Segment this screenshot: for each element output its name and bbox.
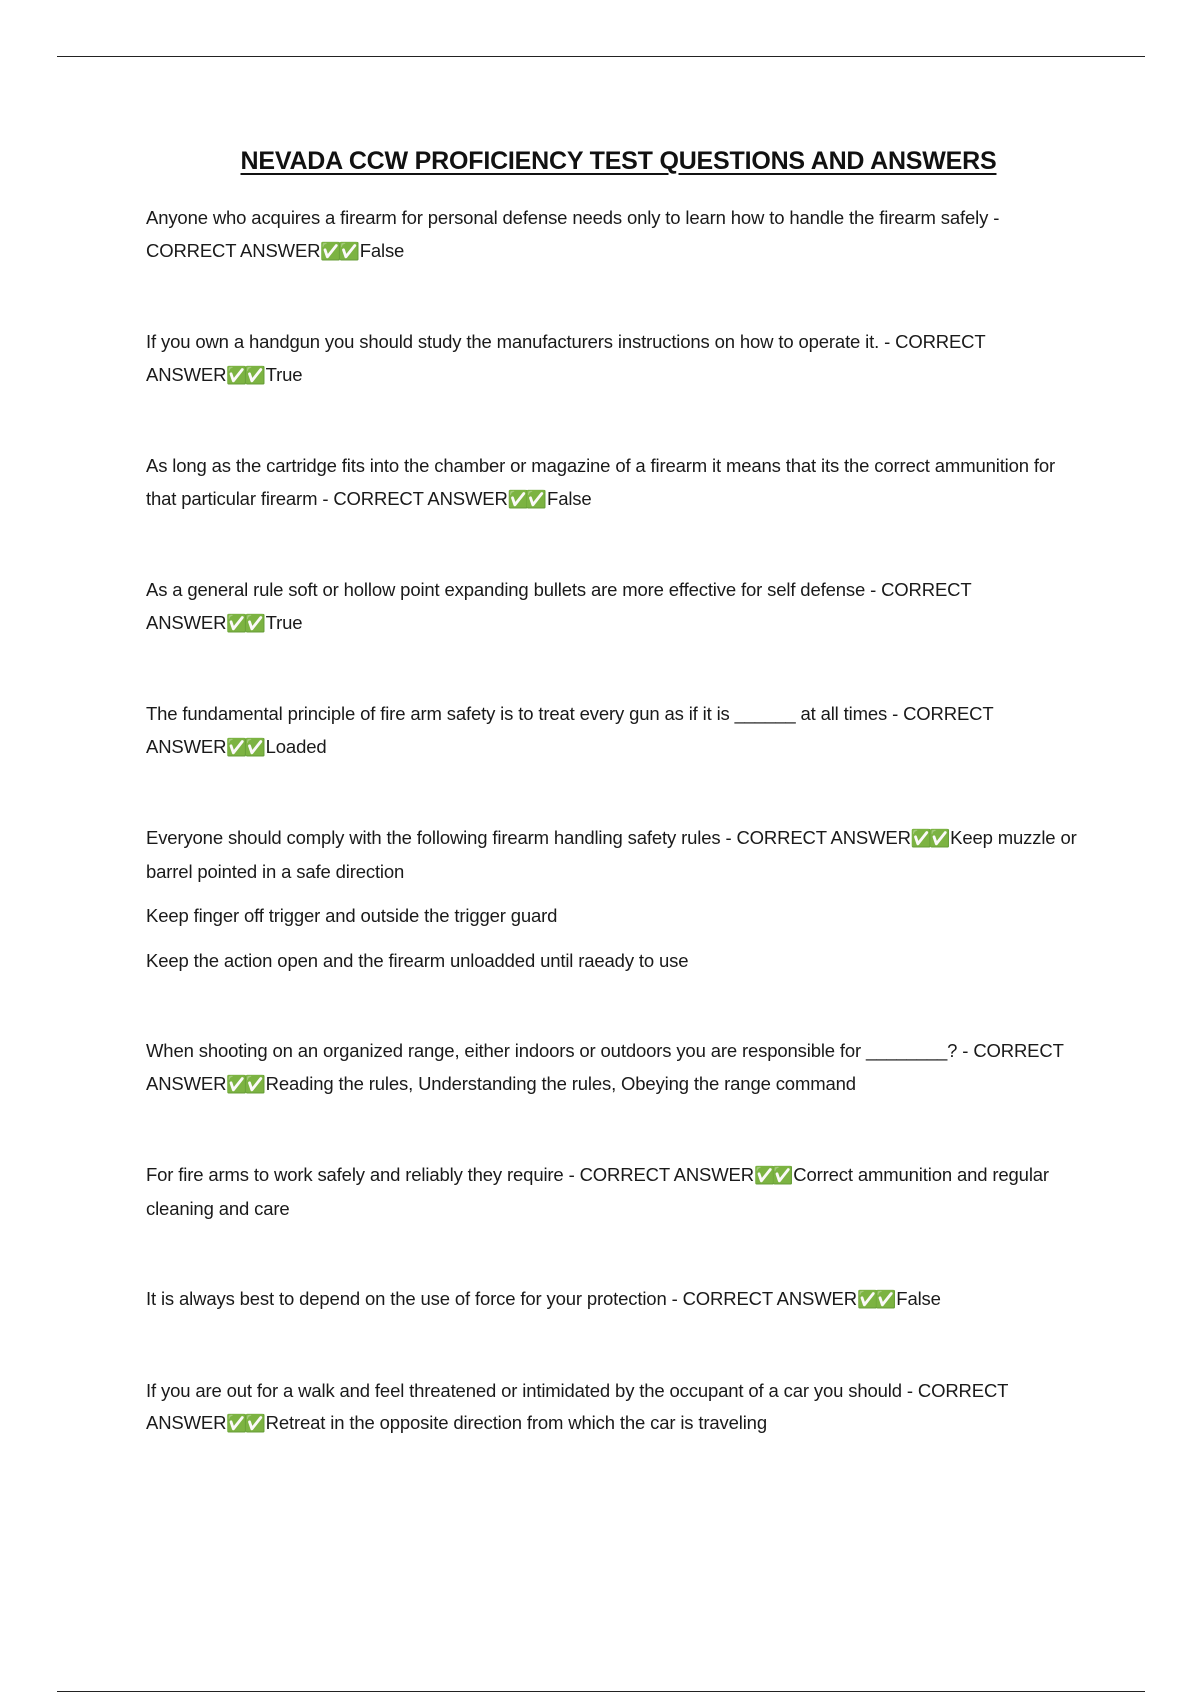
question-text: As a general rule soft or hollow point expanding bullets are more effective for self defense bbox=[146, 579, 866, 600]
bottom-rule bbox=[57, 1691, 1145, 1692]
answer-marker: CORRECT ANSWER bbox=[146, 331, 986, 385]
qa-item: If you own a handgun you should study the manufacturers instructions on how to operate it. - CORRECT ANSWER✅✅ True bbox=[146, 331, 986, 385]
qa-item: If you are out for a walk and feel threatened or intimidated by the occupant of a car you should - CORRECT ANSWER✅✅ Retreat in the opposite direction from which the car is traveling bbox=[146, 1379, 1008, 1433]
question-text: It is always best to depend on the use of force for your protection bbox=[146, 1288, 667, 1309]
answer-marker: CORRECT ANSWER bbox=[146, 579, 972, 633]
double-check-icon: ✅✅ bbox=[507, 489, 545, 509]
question-text: If you own a handgun you should study the manufacturers instructions on how to operate it. bbox=[146, 331, 880, 352]
qa-item: When shooting on an organized range, either indoors or outdoors you are responsible for ________? - CORRECT ANSWER✅✅ Reading the rules, Understanding the rules, Obeying the range command bbox=[146, 1040, 1064, 1094]
answer-text: Reading the rules, Understanding the rules, Obeying the range command bbox=[265, 1072, 856, 1094]
answer-extra-line: Keep finger off trigger and outside the trigger guard bbox=[146, 905, 558, 926]
question-text: Everyone should comply with the following firearm handling safety rules bbox=[146, 827, 721, 848]
double-check-icon: ✅✅ bbox=[226, 737, 263, 757]
qa-item: Anyone who acquires a firearm for personal defense needs only to learn how to handle the firearm safely - CORRECT ANSWER✅✅ False bbox=[146, 207, 1000, 261]
document-title: NEVADA CCW PROFICIENCY TEST QUESTIONS AND ANSWERS bbox=[240, 147, 997, 175]
question-text: If you are out for a walk and feel threatened or intimidated by the occupant of a car you should bbox=[146, 1379, 902, 1401]
answer-marker: CORRECT ANSWER bbox=[736, 827, 911, 848]
answer-text: False bbox=[359, 239, 405, 261]
answer-text: Correct ammunition and regular cleaning and care bbox=[146, 1164, 1049, 1219]
question-text: When shooting on an organized range, either indoors or outdoors you are responsible for ________? bbox=[146, 1040, 958, 1061]
answer-marker: CORRECT ANSWER bbox=[146, 703, 994, 757]
qa-item: As a general rule soft or hollow point expanding bullets are more effective for self defense - CORRECT ANSWER✅✅ True bbox=[146, 579, 972, 633]
question-text: Anyone who acquires a firearm for personal defense needs only to learn how to handle the firearm safely bbox=[146, 207, 989, 228]
answer-text: False bbox=[547, 487, 592, 509]
answer-text: Loaded bbox=[265, 735, 327, 757]
answer-text: Keep muzzle or barrel pointed in a safe direction bbox=[146, 827, 1077, 882]
double-check-icon: ✅✅ bbox=[226, 1414, 263, 1433]
answer-extra-line: Keep the action open and the firearm unloadded until raeady to use bbox=[146, 949, 689, 971]
qa-item: It is always best to depend on the use of force for your protection - CORRECT ANSWER✅✅ False bbox=[146, 1288, 941, 1309]
double-check-icon: ✅✅ bbox=[226, 365, 263, 385]
qa-list bbox=[146, 202, 1086, 1441]
answer-text: False bbox=[896, 1288, 941, 1309]
double-check-icon: ✅✅ bbox=[226, 613, 263, 633]
double-check-icon: ✅✅ bbox=[753, 1166, 791, 1185]
answer-text: True bbox=[265, 611, 303, 633]
answer-text: True bbox=[265, 363, 303, 385]
qa-item: As long as the cartridge fits into the chamber or magazine of a firearm it means that its the correct ammunition for that particular firearm - CORRECT ANSWER✅✅ False bbox=[146, 455, 1056, 509]
question-text: As long as the cartridge fits into the chamber or magazine of a firearm it means that its the correct ammunition for that particular firearm bbox=[146, 455, 1056, 509]
qa-item: For fire arms to work safely and reliably they require - CORRECT ANSWER✅✅ Correct ammunition and regular cleaning and care bbox=[146, 1164, 1049, 1219]
answer-marker: CORRECT ANSWER bbox=[146, 239, 321, 261]
answer-marker: CORRECT ANSWER bbox=[146, 1379, 1008, 1433]
answer-marker: CORRECT ANSWER bbox=[146, 1040, 1064, 1094]
qa-item: The fundamental principle of fire arm safety is to treat every gun as if it is ______ at all times - CORRECT ANSWER✅✅ Loaded bbox=[146, 703, 994, 757]
double-check-icon: ✅✅ bbox=[320, 241, 357, 261]
answer-marker: CORRECT ANSWER bbox=[579, 1164, 754, 1185]
double-check-icon: ✅✅ bbox=[910, 829, 948, 848]
double-check-icon: ✅✅ bbox=[226, 1074, 263, 1094]
top-rule bbox=[57, 56, 1145, 57]
question-text: For fire arms to work safely and reliably they require bbox=[146, 1164, 564, 1185]
qa-main-line: Everyone should comply with the following firearm handling safety rules - CORRECT ANSWER✅✅ Keep muzzle or barrel pointed in a safe direction bbox=[146, 827, 1077, 882]
answer-marker: CORRECT ANSWER bbox=[333, 487, 508, 509]
answer-marker: CORRECT ANSWER bbox=[682, 1288, 857, 1309]
question-text: The fundamental principle of fire arm safety is to treat every gun as if it is ______ at all times bbox=[146, 703, 888, 724]
answer-text: Retreat in the opposite direction from which the car is traveling bbox=[265, 1412, 767, 1433]
qa-item bbox=[146, 822, 1086, 977]
double-check-icon: ✅✅ bbox=[856, 1290, 894, 1309]
